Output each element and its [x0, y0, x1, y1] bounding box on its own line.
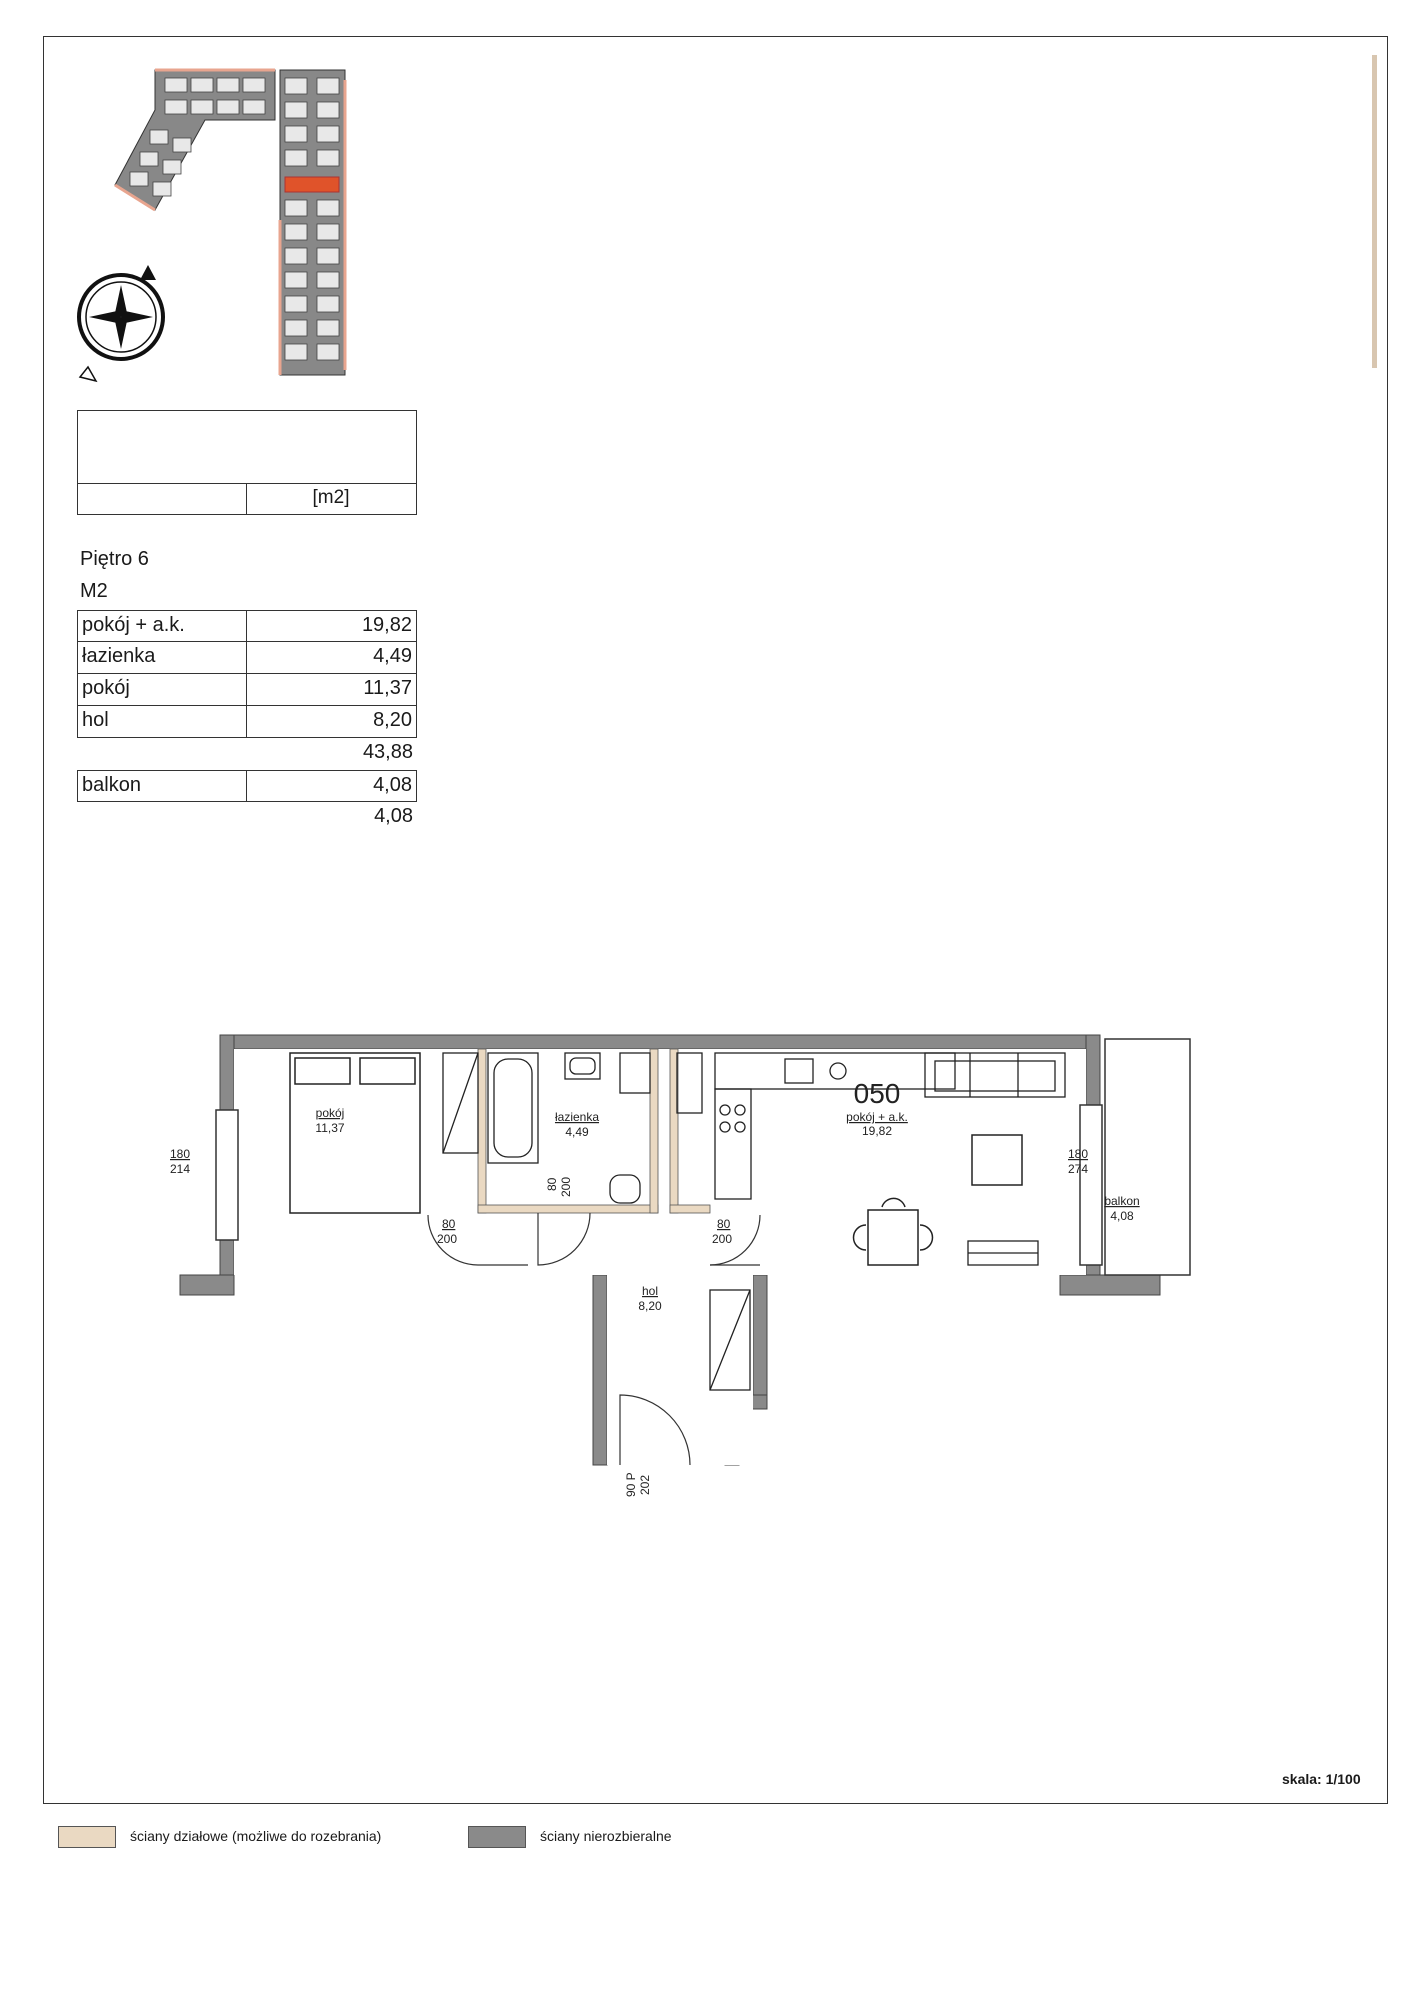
outdoor-total: 4,08	[374, 805, 413, 827]
floor-plan	[170, 1025, 1220, 1500]
rooms-total: 43,88	[362, 741, 413, 763]
room-name: pokój	[82, 677, 130, 699]
window-left-width: 180	[170, 1147, 191, 1161]
plan-area-bathroom: 4,49	[565, 1125, 589, 1139]
room-row	[77, 642, 417, 674]
outdoor-area: 4,08	[373, 774, 412, 796]
margin-bar	[1372, 55, 1377, 368]
room-name: pokój + a.k.	[82, 614, 185, 636]
room-row	[77, 610, 417, 642]
unit-header: [m2]	[312, 487, 350, 508]
outdoor-name: balkon	[82, 774, 141, 796]
room-area: 8,20	[373, 709, 412, 731]
room-area: 11,37	[363, 677, 412, 699]
door-entry-width: 90 P	[624, 1472, 638, 1497]
compass-icon	[66, 255, 176, 385]
plan-label-bedroom: pokój	[315, 1106, 345, 1120]
room-area: 4,49	[373, 645, 412, 667]
scale-label: skala: 1/100	[1282, 1771, 1361, 1787]
window-right-width: 180	[1068, 1147, 1089, 1161]
door-bedroom-width: 80	[442, 1217, 456, 1231]
room-row	[77, 674, 417, 706]
outdoor-row	[77, 770, 417, 802]
plan-area-balcony: 4,08	[1110, 1209, 1134, 1223]
highlighted-unit	[285, 177, 339, 192]
window-right-height: 274	[1068, 1162, 1089, 1176]
unit-number: 050	[853, 1078, 901, 1109]
plan-area-living: 19,82	[861, 1124, 893, 1138]
door-bathroom-height: 200	[559, 1176, 573, 1197]
unit-type: M2	[80, 580, 108, 602]
legend-swatch-partition	[58, 1826, 116, 1848]
room-area-table	[77, 610, 417, 834]
plan-label-balcony: balkon	[1104, 1194, 1140, 1208]
legend-label-loadbearing: ściany nierozbieralne	[540, 1828, 672, 1844]
door-bathroom-width: 80	[545, 1177, 559, 1191]
outdoor-total-row	[77, 802, 417, 834]
legend-swatch-loadbearing	[468, 1826, 526, 1848]
rooms-total-row	[77, 738, 417, 770]
plan-area-bedroom: 11,37	[315, 1121, 345, 1135]
door-living-width: 80	[717, 1217, 731, 1231]
door-living-height: 200	[712, 1232, 733, 1246]
plan-label-living: pokój + a.k.	[846, 1110, 908, 1124]
door-bedroom-height: 200	[437, 1232, 458, 1246]
floor-label: Piętro 6	[80, 548, 149, 570]
window-left-height: 214	[170, 1162, 191, 1176]
plan-label-bathroom: łazienka	[554, 1110, 600, 1124]
door-entry-height: 202	[638, 1474, 652, 1495]
summary-table	[77, 410, 417, 515]
room-row	[77, 706, 417, 738]
room-name: hol	[82, 709, 109, 731]
plan-area-hall: 8,20	[638, 1299, 662, 1313]
legend-label-partition: ściany działowe (możliwe do rozebrania)	[130, 1828, 382, 1844]
room-area: 19,82	[361, 614, 412, 636]
room-name: łazienka	[82, 645, 156, 667]
plan-label-hall: hol	[641, 1284, 659, 1298]
